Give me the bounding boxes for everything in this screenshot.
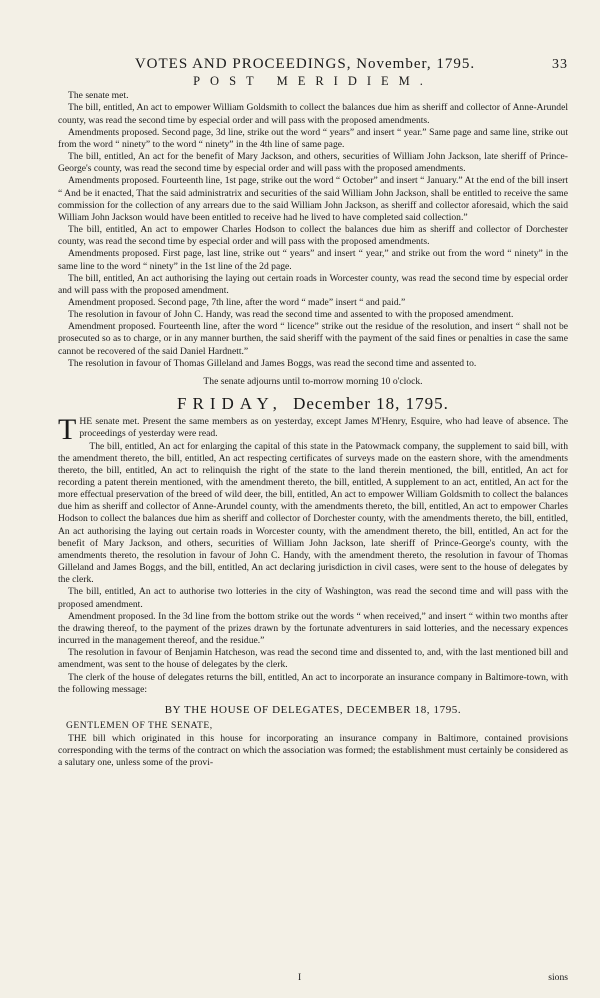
- paragraph: Amendment proposed. Second page, 7th line, after the word “ made” insert “ and paid.”: [68, 296, 406, 308]
- section-title-post-meridiem: POST MERIDIEM.: [193, 74, 433, 89]
- paragraph: The senate met.: [68, 90, 129, 102]
- post-meridiem-body: [58, 90, 568, 388]
- paragraph: The bill, entitled, An act to authorise two lotteries in the city of Washington, was read the second time and will pass with the proposed amendment.: [58, 586, 568, 610]
- friday-body: [58, 413, 568, 769]
- house-of-delegates-line: BY THE HOUSE OF DELEGATES, DECEMBER 18, 1795.: [164, 703, 462, 716]
- paragraph: The clerk of the house of delegates returns the bill, entitled, An act to incorporate an insurance company in Baltimore-town, with the following message:: [58, 671, 568, 695]
- drop-cap: T: [58, 413, 77, 447]
- running-header: [58, 58, 568, 71]
- message-paragraph: THE bill which originated in this house for incorporating an insurance company in Baltimore, contained provisions corresponding with the terms of the contract on which the association was formed; the establishment must certainly be considered as a salutary one, unless some of the provi-: [58, 733, 568, 769]
- paragraph: The bill, entitled, An act for the benefit of Mary Jackson, and others, securities of William John Jackson, late sheriff of Prince-George's county, was read the second time by especial order and will pass with the proposed amendments.: [58, 151, 568, 175]
- paragraph: Amendments proposed. First page, last line, strike out “ years” and insert “ year,” and strike out from the word “ ninety” in the same line to the word “ ninety” in the 1st line of the 2d page.: [58, 248, 568, 272]
- paragraph: Amendment proposed. Fourteenth line, after the word “ licence” strike out the residue of the resolution, and insert “ shall not be prosecuted so as to charge, or in any manner burthen, the said sheriff with the payment of the said fines or penalties in case the same cannot be recovered of the said Daniel Hardnett.”: [58, 321, 568, 357]
- first-paragraph-text: HE senate met. Present the same members as on yesterday, except James M'Henry, Esquire, who had leave of absence. The proceedings of yesterday were read.: [79, 416, 568, 440]
- paragraph: The resolution in favour of Thomas Gilleland and James Boggs, was read the second time and assented to.: [68, 357, 477, 369]
- friday-date: December 18, 1795.: [293, 394, 449, 414]
- paragraph: The resolution in favour of John C. Handy, was read the second time and assented to with the proposed amendment.: [68, 309, 514, 321]
- paragraph-first: [58, 413, 568, 447]
- document-page: [58, 58, 568, 770]
- paragraph: Amendments proposed. Second page, 3d line, strike out the word “ years” and insert “ year.” Same page and same line, strike out from the word “ ninety” to the word “ ninety” in the 4th line of same page.: [58, 126, 568, 150]
- paragraph: The resolution in favour of Benjamin Hatcheson, was read the second time and dissented to, and, with the last mentioned bill and amendment, was sent to the house of delegates by the clerk.: [58, 647, 568, 671]
- page-number: 33: [552, 57, 568, 72]
- paragraph: The bill, entitled, An act for enlarging the capital of this state in the Patowmack company, the supplement to said bill, with the amendment thereto, the bill, entitled, An act respecting certificates of surveys made on the eastern shore, with the amendments thereto, the bill, entitled, An act to relinquish the right of the state to the land therein mentioned, the bill, entitled, An act for recording a patent therein mentioned, with the amendment thereto, the bill, entitled, A supplement to an act, entitled, An act for the more effectual preservation of the breed of wild deer, the bill, entitled, An act to empower William Goldsmith to collect the balances due him as sheriff and collector of Anne-Arundel county, with the amendments thereto, the bill, entitled, An act to empower Charles Hodson to collect the balances due him as sheriff and collector of Dorchester county, with the amendments thereto, the bill, entitled, An act authorising the laying out certain roads in Worcester county, with the amendment thereto, the bill, entitled, An act for the benefit of Mary Jackson, and others, securities of William John Jackson, late sheriff of Prince-George's county, with the amendments thereto, the resolution in favour of John C. Handy, with the amendment thereto, the resolution in favour of Thomas Gilleland and James Boggs, and the bill, entitled, An act declaring jurisdiction in civil cases, were sent to the house of delegates by the clerk.: [58, 440, 568, 586]
- paragraph: Amendment proposed. In the 3d line from the bottom strike out the words “ when received,” and insert “ within two months after the drawing thereof, to the payment of the prizes drawn by the fortunate adventurers in said lotteries, and the necessary expences incurred in the management thereof, and the residue.”: [58, 610, 568, 647]
- adjourn-line: The senate adjourns until to-morrow morning 10 o'clock.: [203, 375, 423, 387]
- paragraph: The bill, entitled, An act authorising the laying out certain roads in Worcester county, was read the second time by especial order and will pass with the proposed amendment.: [58, 272, 568, 296]
- signature-mark: I: [298, 972, 302, 983]
- section-title-friday: [58, 394, 568, 414]
- paragraph: Amendments proposed. Fourteenth line, 1st page, strike out the word “ October” and insert “ January.” At the end of the bill insert “ And be it enacted, That the said administratrix and securities of the said William John Jackson, shall be entitled to receive the same commission for the collection of any arrears due to the said William John Jackson, as sheriff and collector aforesaid, which the said William John Jackson would have been entitled to receive had he lived to have completed said collection.”: [58, 175, 568, 223]
- friday-day: FRIDAY,: [177, 394, 283, 414]
- salutation: GENTLEMEN OF THE SENATE,: [66, 719, 213, 731]
- header-title: VOTES AND PROCEEDINGS, November, 1795.: [134, 56, 476, 72]
- catchword: sions: [548, 972, 568, 983]
- paragraph: The bill, entitled, An act to empower Charles Hodson to collect the balances due him as sheriff and collector of Dorchester county, was read the second time by especial order and will pass with the proposed amendments.: [58, 224, 568, 248]
- paragraph: The bill, entitled, An act to empower William Goldsmith to collect the balances due him as sheriff and collector of Anne-Arundel county, was read the second time by especial order and will pass with the proposed amendments.: [58, 102, 568, 126]
